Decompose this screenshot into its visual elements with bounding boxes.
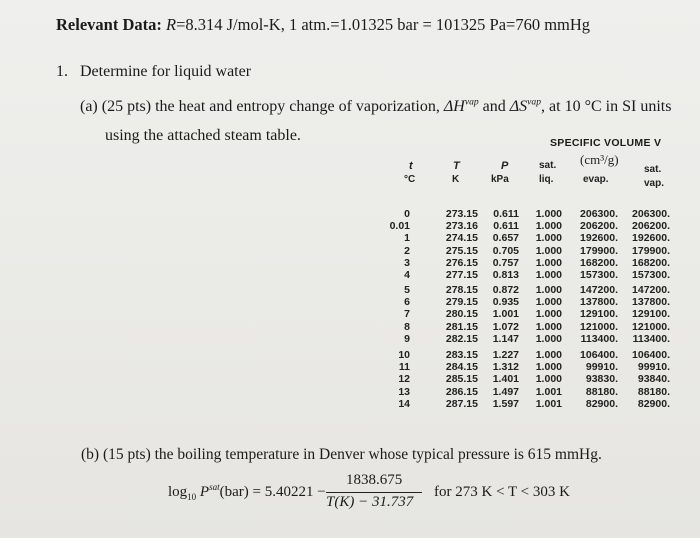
header-sat-liq: sat. [539, 160, 557, 171]
table-cell-evap: 206300. [580, 208, 618, 220]
table-cell-T-kelvin: 273.15 [445, 208, 478, 220]
header-evap: evap. [583, 174, 609, 185]
table-cell-T-kelvin: 278.15 [445, 284, 478, 296]
table-cell-P-kPa: 1.497 [492, 385, 519, 398]
table-cell-sat-vap: 82900. [637, 397, 670, 410]
table-cell-sat-vap: 88180. [637, 385, 670, 398]
table-title: SPECIFIC VOLUME V [550, 137, 662, 149]
table-cell-sat-vap: 121000. [632, 320, 670, 333]
table-cell-sat-vap: 129100. [632, 308, 670, 321]
table-cell-T-kelvin: 275.15 [445, 244, 478, 257]
table-cell-t-celsius: 14 [398, 397, 410, 410]
problem-number: 1. [56, 63, 68, 80]
table-cell-sat-liq: 1.000 [535, 244, 562, 257]
fraction-bar [326, 492, 422, 493]
table-cell-P-kPa: 0.935 [492, 296, 519, 309]
antoine-denominator: T(K) − 31.737 [326, 494, 414, 510]
table-cell-T-kelvin: 277.15 [445, 269, 478, 281]
antoine-condition: for 273 K < T < 303 K [434, 484, 570, 500]
gas-constant-value: =8.314 J/mol-K [176, 15, 281, 34]
table-cell-P-kPa: 0.611 [493, 208, 519, 220]
table-cell-evap: 106400. [580, 349, 618, 361]
table-cell-evap: 99910. [585, 361, 618, 374]
table-cell-P-kPa: 1.597 [492, 397, 519, 410]
table-cell-evap: 137800. [580, 296, 618, 309]
table-cell-t-celsius: 4 [404, 269, 410, 281]
table-cell-sat-vap: 93840. [637, 373, 670, 386]
table-cell-evap: 206200. [580, 220, 618, 233]
table-cell-T-kelvin: 274.15 [445, 232, 478, 245]
relevant-data-label: Relevant Data: [56, 15, 162, 34]
table-cell-sat-vap: 179900. [632, 244, 670, 257]
table-cell-sat-liq: 1.000 [535, 208, 562, 220]
table-cell-P-kPa: 0.757 [492, 256, 519, 269]
header-sat-vap2: vap. [644, 178, 665, 189]
and-word: and [482, 98, 506, 115]
gas-constant-symbol: R [165, 15, 177, 34]
table-cell-sat-vap: 206300. [632, 208, 670, 220]
table-cell-sat-liq: 1.000 [535, 256, 562, 269]
table-cell-T-kelvin: 273.16 [445, 220, 478, 233]
table-cell-evap: 147200. [580, 284, 618, 296]
table-cell-sat-vap: 147200. [632, 284, 670, 296]
table-cell-t-celsius: 7 [404, 308, 410, 321]
table-cell-t-celsius: 9 [404, 332, 410, 345]
table-cell-sat-vap: 99910. [637, 361, 670, 374]
table-cell-P-kPa: 0.872 [492, 284, 519, 296]
table-cell-sat-vap: 168200. [632, 256, 670, 269]
table-cell-t-celsius: 2 [404, 244, 410, 257]
table-cell-P-kPa: 1.401 [492, 373, 519, 386]
table-cell-sat-liq: 1.000 [535, 320, 562, 333]
table-cell-P-kPa: 1.312 [492, 361, 519, 374]
enthalpy-symbol: $\Delta H^{vap}$ [443, 96, 479, 115]
table-cell-evap: 129100. [580, 308, 618, 321]
table-cell-t-celsius: 6 [404, 296, 410, 309]
table-cell-T-kelvin: 276.15 [445, 256, 478, 269]
header-sat-liq2: liq. [539, 174, 554, 185]
table-cell-sat-vap: 106400. [632, 349, 670, 361]
table-cell-evap: 82900. [585, 397, 618, 410]
table-cell-T-kelvin: 281.15 [445, 320, 478, 333]
table-cell-sat-liq: 1.000 [535, 269, 562, 281]
table-cell-evap: 88180. [585, 385, 618, 398]
table-cell-P-kPa: 1.147 [492, 332, 519, 345]
table-cell-T-kelvin: 279.15 [445, 296, 478, 309]
table-cell-t-celsius: 3 [404, 256, 410, 269]
table-cell-sat-liq: 1.000 [535, 349, 562, 361]
part-a-line2: using the attached steam table. [105, 127, 301, 144]
table-cell-t-celsius: 11 [398, 361, 410, 374]
table-cell-T-kelvin: 284.15 [445, 361, 478, 374]
table-cell-evap: 121000. [580, 320, 618, 333]
table-cell-sat-liq: 1.000 [535, 296, 562, 309]
table-cell-sat-liq: 1.000 [535, 220, 562, 233]
table-cell-sat-vap: 206200. [632, 220, 670, 233]
table-cell-sat-liq: 1.001 [535, 385, 562, 398]
table-cell-t-celsius: 12 [398, 373, 410, 386]
part-a-line1 [80, 98, 671, 116]
table-units: (cm³/g) [580, 152, 619, 167]
table-cell-t-celsius: 1 [404, 232, 410, 245]
table-cell-sat-liq: 1.000 [535, 232, 562, 245]
table-cell-T-kelvin: 283.15 [445, 349, 478, 361]
table-cell-sat-liq: 1.000 [535, 308, 562, 321]
header-T-unit: K [452, 174, 460, 185]
table-cell-T-kelvin: 286.15 [445, 385, 478, 398]
table-cell-sat-liq: 1.000 [535, 373, 562, 386]
part-b-text: (b) (15 pts) the boiling temperature in Denver whose typical pressure is 615 mmHg. [81, 446, 602, 463]
header-T: T [453, 160, 460, 172]
table-cell-P-kPa: 0.611 [493, 220, 519, 233]
problem-title: Determine for liquid water [80, 63, 252, 80]
table-cell-T-kelvin: 285.15 [445, 373, 478, 386]
header-P-unit: kPa [491, 174, 509, 185]
table-cell-t-celsius: 10 [398, 349, 410, 361]
table-cell-evap: 168200. [580, 256, 618, 269]
table-cell-P-kPa: 0.705 [492, 244, 519, 257]
table-cell-evap: 157300. [580, 269, 618, 281]
table-cell-evap: 93830. [585, 373, 618, 386]
header-t-unit: °C [404, 174, 416, 185]
table-cell-P-kPa: 1.072 [492, 320, 519, 333]
table-cell-t-celsius: 8 [404, 320, 410, 333]
table-cell-sat-vap: 113400. [632, 332, 670, 345]
unit-conversions: , 1 atm.=1.01325 bar = 101325 Pa=760 mmHg [280, 15, 591, 34]
table-cell-sat-liq: 1.000 [535, 361, 562, 374]
part-a-prefix: (a) (25 pts) the heat and entropy change of vaporization, [80, 98, 440, 115]
table-cell-T-kelvin: 287.15 [445, 397, 478, 410]
table-cell-evap: 113400. [580, 332, 618, 345]
table-cell-sat-vap: 137800. [632, 296, 670, 309]
table-cell-T-kelvin: 282.15 [445, 332, 478, 345]
header-t: t [409, 160, 413, 172]
table-cell-evap: 179900. [580, 244, 618, 257]
part-a-suffix: , at 10 °C in SI units [541, 98, 672, 115]
table-cell-t-celsius: 13 [398, 385, 410, 398]
table-cell-t-celsius: 0 [404, 208, 410, 220]
table-cell-sat-vap: 157300. [632, 269, 670, 281]
table-cell-P-kPa: 1.001 [492, 308, 519, 321]
header-sat-vap: sat. [644, 164, 662, 175]
table-cell-evap: 192600. [580, 232, 618, 245]
relevant-data-line [56, 15, 590, 35]
table-cell-P-kPa: 0.813 [492, 269, 519, 281]
antoine-lhs: $\log_{10} P^{sat}(bar) = 5.40221$ − [168, 482, 326, 502]
antoine-numerator: 1838.675 [346, 472, 403, 488]
table-cell-sat-liq: 1.000 [535, 332, 562, 345]
table-cell-P-kPa: 0.657 [492, 232, 519, 245]
table-cell-sat-liq: 1.001 [535, 397, 562, 410]
entropy-symbol: $\Delta S^{vap}$ [509, 96, 542, 115]
header-P: P [501, 160, 509, 172]
table-cell-T-kelvin: 280.15 [445, 308, 478, 321]
table-cell-sat-vap: 192600. [632, 232, 670, 245]
table-cell-sat-liq: 1.000 [535, 284, 562, 296]
table-cell-t-celsius: 5 [404, 284, 410, 296]
table-cell-P-kPa: 1.227 [492, 349, 519, 361]
table-cell-t-celsius: 0.01 [389, 220, 410, 233]
